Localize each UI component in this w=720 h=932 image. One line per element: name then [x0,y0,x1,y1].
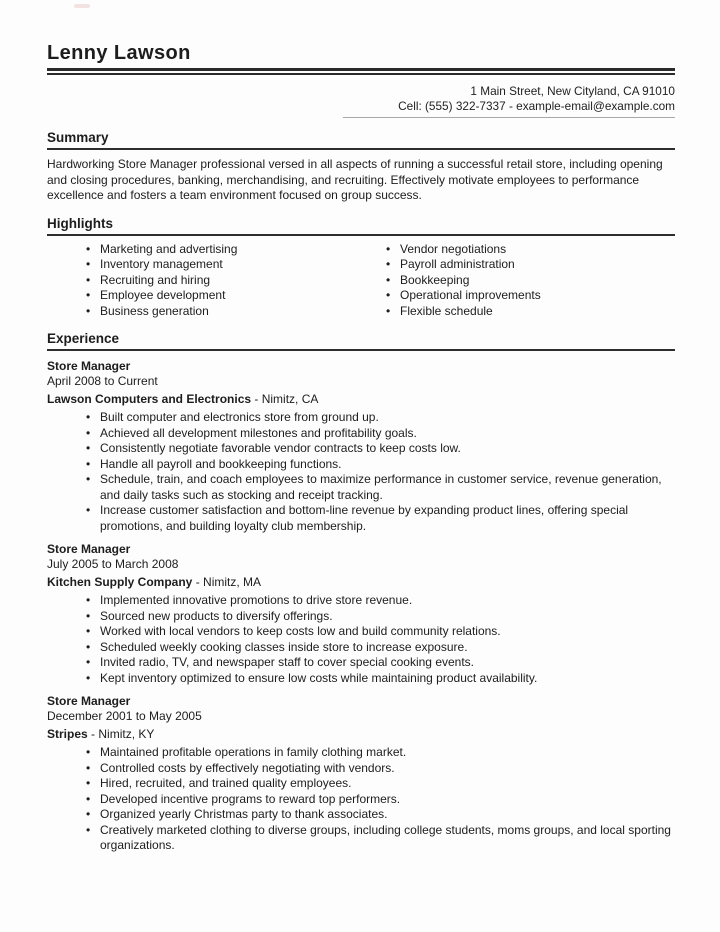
bullet-icon: • [86,624,91,638]
job-bullet-text: Invited radio, TV, and newspaper staff to cover special cooking events. [100,655,475,669]
highlights-heading: Highlights [47,216,675,236]
job-bullet-text: Sourced new products to diversify offerings. [100,608,333,623]
highlight-label: Flexible schedule [400,303,493,318]
company-location: - Nimitz, MA [195,575,262,589]
bullet-icon: • [86,670,91,685]
bullet-icon: • [86,639,91,654]
bullet-icon: • [86,608,91,623]
job-bullet-text: Handle all payroll and bookkeeping functions. [100,456,342,471]
job-bullet-text: Kept inventory optimized to ensure low costs while maintaining product availability. [100,670,538,685]
scan-artifact-mark [74,4,90,8]
bullet-icon: • [86,822,91,837]
company-name: Kitchen Supply Company [47,575,193,589]
job-bullet-text: Implemented innovative promotions to drive store revenue. [100,593,413,607]
resume-header [47,42,675,118]
highlight-item [361,288,675,304]
contact-cell-email: Cell: (555) 322-7337 - example-email@example.com [398,99,675,113]
bullet-icon: • [86,410,91,424]
job-bullet [47,609,675,625]
job-bullet [47,823,675,854]
summary-heading: Summary [47,130,675,150]
job-bullet [47,441,675,457]
job-bullet [47,457,675,473]
job-company-line [47,392,675,407]
job-bullet-text: Developed incentive programs to reward top performers. [100,791,401,806]
job-bullet-text: Worked with local vendors to keep costs low and build community relations. [100,624,501,638]
highlight-label: Inventory management [100,257,223,271]
bullet-icon: • [86,776,91,790]
contact-block [47,84,675,114]
job-title: Store Manager [47,542,131,556]
highlights-right-list [361,242,675,320]
job-bullet-list [47,745,675,854]
bullet-icon: • [86,503,91,517]
section-summary [47,130,675,204]
highlight-label: Marketing and advertising [100,241,238,256]
highlight-label: Operational improvements [400,288,541,302]
job-bullet-text: Increase customer satisfaction and bottom-line revenue by expanding product lines, offering special promotions, and building loyalty club membership. [100,503,629,533]
bullet-icon: • [386,272,391,287]
job-bullet [47,792,675,808]
job-bullet [47,640,675,656]
highlight-item [47,273,361,289]
highlight-item [361,257,675,273]
job-bullet-text: Organized yearly Christmas party to thank associates. [100,807,388,821]
bullet-icon: • [386,241,391,256]
job-bullet-text: Hired, recruited, and trained quality employees. [100,776,352,790]
company-name: Stripes [47,727,88,741]
highlight-item [361,273,675,289]
highlight-label: Payroll administration [400,257,515,271]
job-bullet [47,410,675,426]
highlight-label: Employee development [100,288,226,302]
bullet-icon: • [386,257,391,271]
highlights-left-list [47,242,361,320]
bullet-icon: • [86,241,91,256]
job-bullet-text: Schedule, train, and coach employees to maximize performance in customer service, revenue generation, and daily tasks such as stocking and receipt tracking. [100,472,662,502]
job-dates: July 2005 to March 2008 [47,557,179,571]
highlight-item [47,288,361,304]
job-bullet [47,593,675,609]
job-dates: December 2001 to May 2005 [47,709,202,723]
job-title: Store Manager [47,694,131,708]
job-company-line [47,727,675,742]
summary-text: Hardworking Store Manager professional versed in all aspects of running a successful retail store, including opening and closing procedures, banking, merchandising, and recruiting. Effectively motivate employees to performance excellence and fosters a team environment focused on group success. [47,157,663,202]
person-name: Lenny Lawson [47,42,191,64]
job-bullet-text: Creatively marketed clothing to diverse groups, including college students, moms groups, and local sporting organizations. [100,822,671,852]
job-bullet-list [47,410,675,534]
highlight-label: Bookkeeping [400,272,470,287]
section-experience [47,331,675,854]
header-double-rule [47,68,675,75]
bullet-icon: • [86,303,91,318]
bullet-icon: • [86,745,91,759]
job-bullet-text: Maintained profitable operations in family clothing market. [100,745,407,759]
job-bullet [47,761,675,777]
contact-underline [343,117,675,118]
highlight-item [361,304,675,320]
highlight-label: Vendor negotiations [400,241,507,256]
job-bullet [47,807,675,823]
job-bullet-text: Consistently negotiate favorable vendor contracts to keep costs low. [100,441,461,455]
bullet-icon: • [86,791,91,806]
job-bullet [47,624,675,640]
company-name: Lawson Computers and Electronics [47,392,252,406]
highlight-label: Recruiting and hiring [100,272,211,287]
highlight-item [361,242,675,258]
bullet-icon: • [86,272,91,287]
highlight-item [47,257,361,273]
job-bullet [47,745,675,761]
bullet-icon: • [86,257,91,271]
job-entry [47,694,675,854]
contact-address: 1 Main Street, New Cityland, CA 91010 [470,84,675,98]
job-bullet [47,671,675,687]
highlight-item [47,304,361,320]
bullet-icon: • [386,288,391,302]
job-bullet-text: Controlled costs by effectively negotiating with vendors. [100,760,395,775]
bullet-icon: • [86,472,91,486]
highlight-item [47,242,361,258]
job-entry [47,542,675,686]
bullet-icon: • [86,425,91,440]
company-location: - Nimitz, CA [254,392,319,406]
bullet-icon: • [86,655,91,669]
bullet-icon: • [86,288,91,302]
job-bullet [47,426,675,442]
job-bullet-text: Achieved all development milestones and profitability goals. [100,425,417,440]
company-location: - Nimitz, KY [91,727,155,741]
bullet-icon: • [86,593,91,607]
job-bullet [47,776,675,792]
bullet-icon: • [86,760,91,775]
bullet-icon: • [86,441,91,455]
job-entry [47,359,675,534]
section-highlights [47,216,675,320]
highlight-label: Business generation [100,303,209,318]
job-bullet [47,472,675,503]
job-bullet [47,503,675,534]
highlights-columns [47,236,675,320]
job-title: Store Manager [47,359,131,373]
job-bullet-list [47,593,675,686]
job-bullet-text: Scheduled weekly cooking classes inside store to increase exposure. [100,639,468,654]
job-company-line [47,575,675,590]
bullet-icon: • [386,303,391,318]
job-bullet [47,655,675,671]
job-dates: April 2008 to Current [47,374,158,388]
bullet-icon: • [86,456,91,471]
bullet-icon: • [86,807,91,821]
experience-heading: Experience [47,331,675,351]
job-bullet-text: Built computer and electronics store from ground up. [100,410,379,424]
